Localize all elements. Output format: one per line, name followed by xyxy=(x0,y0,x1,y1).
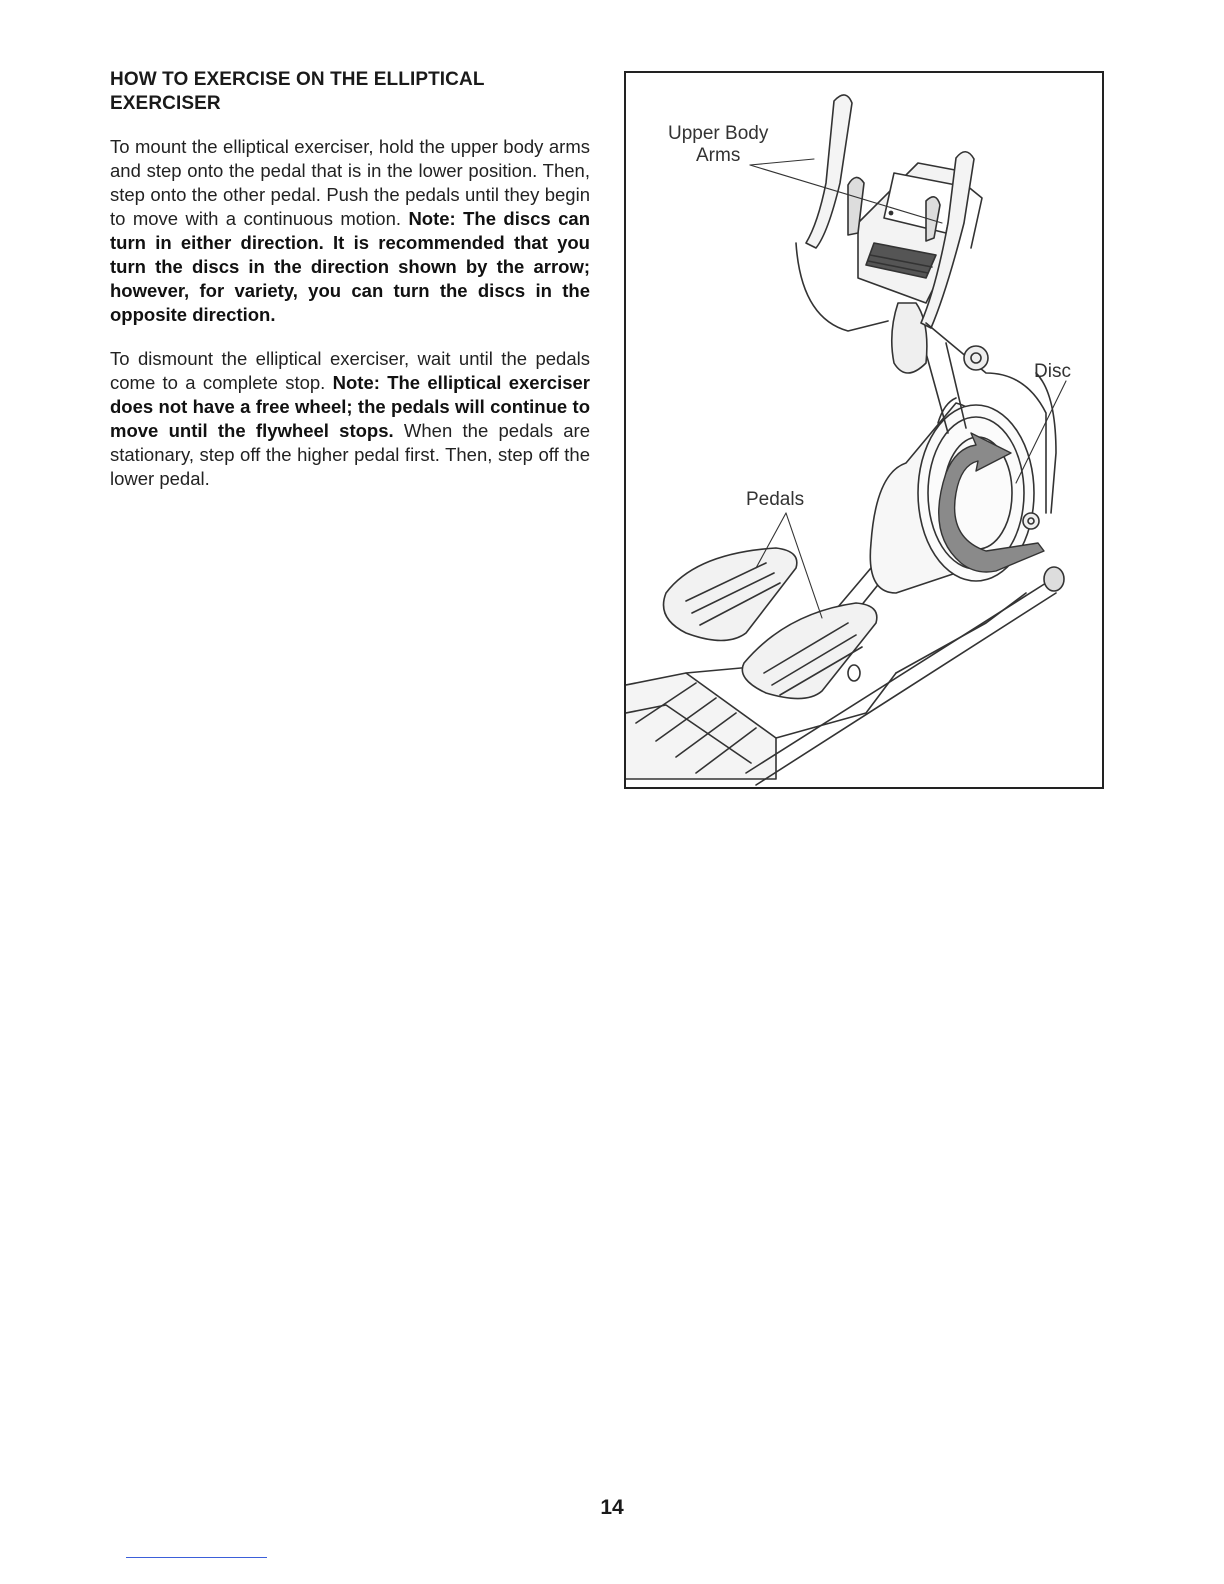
elliptical-illustration xyxy=(626,73,1102,787)
dismount-text: To dismount the elliptical exerciser, wait until the pedals come to a complete stop. xyxy=(110,348,590,393)
upper-body-label: Upper Body xyxy=(668,123,769,144)
section-heading: HOW TO EXERCISE ON THE ELLIPTICAL EXERCISER xyxy=(110,69,485,114)
arms-label: Arms xyxy=(696,145,741,166)
pedals-label: Pedals xyxy=(746,489,805,510)
left-pedal xyxy=(664,548,797,641)
mount-instructions xyxy=(110,135,590,327)
dismount-instructions xyxy=(110,347,590,491)
elliptical-figure xyxy=(624,71,1104,789)
dismount-text-after: When the pedals are stationary, step off the higher pedal first. Then, step off the lower pedal. xyxy=(110,420,591,489)
flywheel-note: Note: The elliptical exerciser does not have a free wheel; the pedals will continue to move until the flywheel stops. xyxy=(110,372,590,441)
footer-rule xyxy=(126,1557,267,1558)
direction-note: Note: The discs can turn in either direction. It is recommended that you turn the discs in the direction shown by the arrow; however, for variety, you can turn the discs in the opposite direction. xyxy=(110,208,590,325)
text-column xyxy=(110,68,590,491)
right-pedal xyxy=(742,603,877,699)
mount-text: To mount the elliptical exerciser, hold the upper body arms and step onto the pedal that is in the lower position. Then, step onto the other pedal. Push the pedals until they begin to move with a continuous motion. xyxy=(110,136,590,229)
disc-label: Disc xyxy=(1034,361,1071,382)
page-number: 14 xyxy=(600,1496,624,1519)
